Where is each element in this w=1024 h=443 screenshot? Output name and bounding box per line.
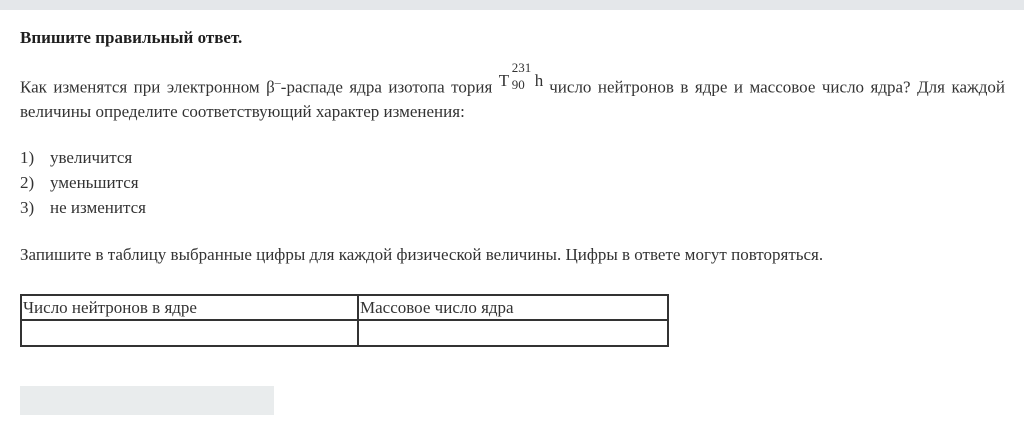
nuclide-mass-number: 231 [511, 59, 532, 75]
submit-area-placeholder[interactable] [20, 386, 274, 415]
table-answer-row [21, 320, 668, 346]
nuclide-charge-number: 90 [511, 76, 525, 92]
top-bar [0, 0, 1024, 10]
instruction-text: Запишите в таблицу выбранные цифры для каждой физической величины. Цифры в ответе могут повторяться. [20, 245, 824, 264]
answer-mass-number-cell[interactable] [358, 320, 668, 346]
beta-superscript: – [274, 75, 281, 89]
options-list [20, 145, 146, 220]
option-text: не изменится [50, 198, 146, 217]
nuclide-letter-t: T [498, 70, 510, 90]
header-mass-number: Массовое число ядра [358, 295, 668, 320]
option-number: 2) [20, 173, 35, 192]
answer-neutron-count-cell[interactable] [21, 320, 358, 346]
option-number: 3) [20, 198, 35, 217]
table-header-row [21, 295, 668, 320]
question-part3: число нейтронов в ядре и массовое число ядра? Для каждой величины определите соответствующий характер изменения: [20, 77, 1005, 121]
option-text: уменьшится [50, 173, 139, 192]
nuclide-letter-h: h [534, 70, 544, 90]
option-text: увеличится [50, 148, 133, 167]
header-neutron-count: Число нейтронов в ядре [21, 295, 358, 320]
question-part1: Как изменятся при электронном β [20, 77, 275, 97]
task-heading: Впишите правильный ответ. [20, 28, 243, 47]
question-part2: -распаде ядра изотопа тория [280, 77, 499, 97]
thorium-nuclide [498, 59, 544, 93]
option-item [20, 195, 146, 220]
question-text [20, 59, 1005, 124]
option-item [20, 170, 146, 195]
option-item [20, 145, 146, 170]
option-number: 1) [20, 148, 35, 167]
answer-table [20, 294, 669, 347]
